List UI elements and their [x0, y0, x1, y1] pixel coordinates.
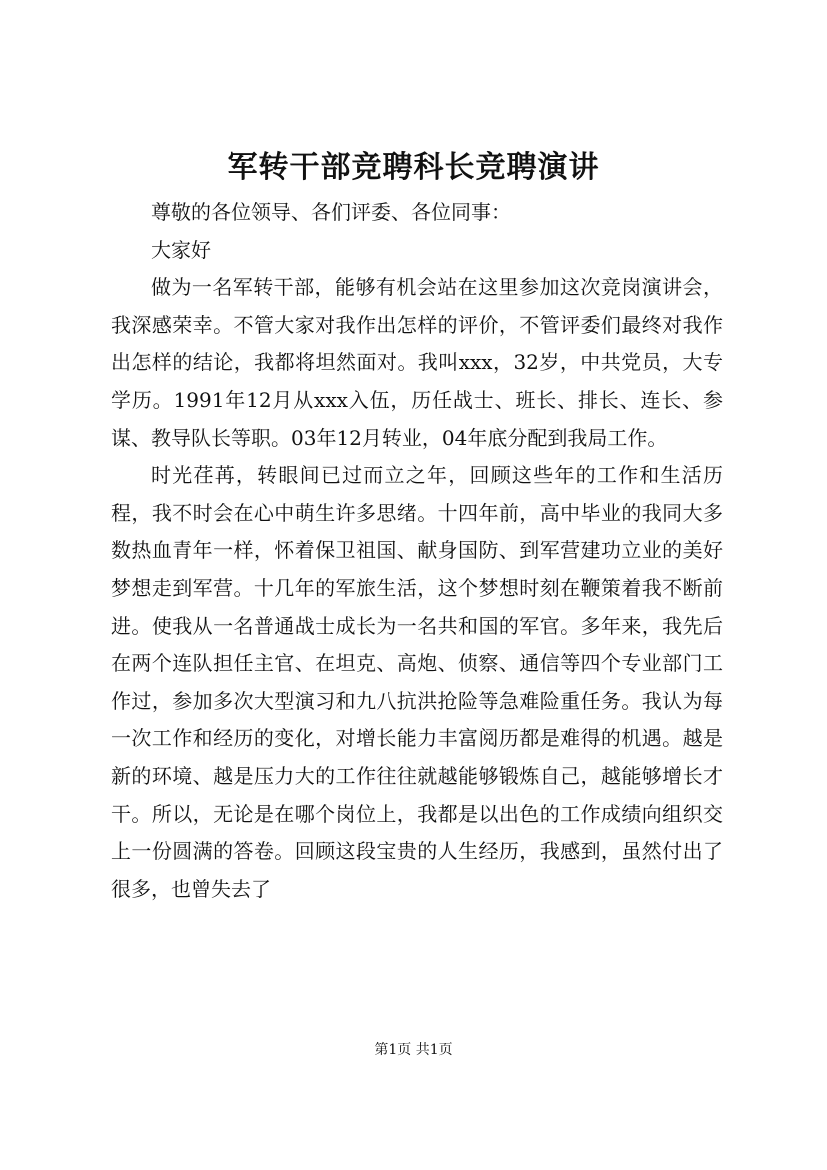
document-title: 军转干部竞聘科长竞聘演讲: [227, 150, 600, 185]
hello-line: 大家好: [151, 237, 211, 262]
paragraph-experience: 时光荏苒，转眼间已过而立之年，回顾这些年的工作和生活历程，我不时会在心中萌生许多思绪。十四年前，高中毕业的我同大多数热血青年一样，怀着保卫祖国、献身国防、到军营建功立业的美好梦想走到军营。十几年的军旅生活，这个梦想时刻在鞭策着我不断前进。使我从一名普通战士成长为一名共和国的军官。多年来，我先后在两个连队担任主官、在坦克、高炮、侦察、通信等四个专业部门工作过，参加多次大型演习和九八抗洪抢险等急难险重任务。我认为每一次工作和经历的变化，对增长能力丰富阅历都是难得的机遇。越是新的环境、越是压力大的工作往往就越能够锻炼自己，越能够增长才干。所以，无论是在哪个岗位上，我都是以出色的工作成绩向组织交上一份圆满的答卷。回顾这段宝贵的人生经历，我感到，虽然付出了很多，也曾失去了: [111, 463, 723, 901]
document-body: [111, 194, 723, 908]
greeting-line: 尊敬的各位领导、各们评委、各位同事：: [151, 200, 511, 224]
page-footer: 第1页 共1页: [374, 1042, 453, 1058]
paragraph-introduction: 做为一名军转干部，能够有机会站在这里参加这次竞岗演讲会，我深感荣幸。不管大家对我作出怎样的评价，不管评委们最终对我作出怎样的结论，我都将坦然面对。我叫xxx，32岁，中共党员，大专学历。1991年12月从xxx入伍，历任战士、班长、排长、连长、参谋、教导队长等职。03年12月转业，04年底分配到我局工作。: [111, 275, 723, 450]
